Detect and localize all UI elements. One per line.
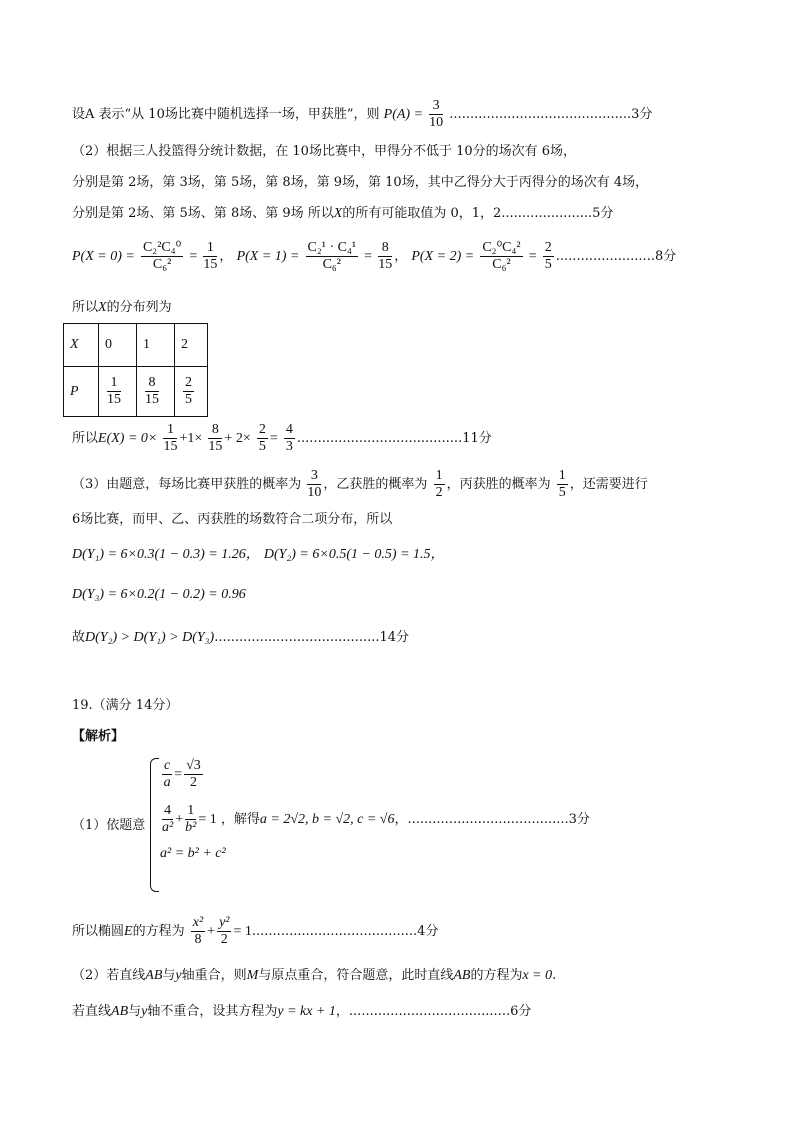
ex-lhs: E(X) = 0× (98, 431, 158, 446)
den: 5 (258, 439, 266, 454)
cell-num: 8 (145, 375, 159, 392)
den: 3 (285, 439, 293, 454)
q19-part1-lead: （1）依题意 (72, 818, 146, 833)
num: x² (192, 915, 204, 930)
cell-num: 1 (107, 375, 121, 392)
p0-comb-fraction (141, 240, 183, 273)
num: 4 (162, 803, 173, 820)
num: 3 (307, 468, 321, 485)
t: 与 (162, 968, 176, 983)
part2-line3-b: 的所有可能取值为 0，1，2......................5分 (342, 206, 614, 221)
var-x: X (333, 206, 343, 221)
part3-a: （3）由题意，每场比赛甲获胜的概率为 (72, 477, 302, 492)
table-header-x: X (64, 324, 99, 367)
den: 10 (307, 485, 322, 500)
dist-title-x: X (98, 300, 107, 315)
sep-1: ， (219, 249, 233, 264)
p3-frac-2 (434, 468, 445, 501)
m: y (141, 1004, 148, 1019)
ex-frac-3 (257, 422, 268, 455)
t: 与 (128, 1004, 142, 1019)
table-row (64, 324, 208, 367)
frac-sqrt3-2 (184, 758, 203, 791)
den: 8 (194, 932, 202, 947)
p1-num: 8 (378, 240, 392, 257)
t: （2）若直线 (72, 968, 146, 983)
t: . (552, 968, 557, 983)
score-6: ，.......................................6分 (335, 1004, 532, 1019)
part2-line3-a: 分别是第 2场、第 5场、第 8场、第 9场 所以 (72, 206, 334, 221)
score-11: ........................................11分 (296, 431, 492, 446)
p1-value (378, 240, 392, 273)
part3-c: ，丙获胜的概率为 (446, 477, 551, 492)
p0-comb-num: C₂²C₄⁰ (142, 240, 182, 255)
conclusion-line (72, 628, 409, 648)
ex-m2: + 2× (224, 431, 251, 446)
system-eq-1 (160, 758, 205, 791)
variance-y2: D(Y₂) = 6×0.5(1 − 0.5) = 1.5， (263, 547, 445, 562)
p0-lhs: P(X = 0) = (72, 249, 135, 264)
den: 2 (189, 775, 197, 790)
system-eq-2 (160, 803, 590, 836)
frac-c-a (162, 758, 172, 791)
part2-line3 (72, 204, 613, 224)
table-header-cell: 1 (137, 324, 175, 367)
solve-text: ，解得 (220, 812, 260, 827)
den: 2 (220, 932, 228, 947)
table-cell (137, 367, 175, 417)
p1-comb-den: C₆² (322, 257, 341, 272)
ex-m1: +1× (179, 431, 203, 446)
table-header-cell: 0 (99, 324, 137, 367)
eq: = 1 (233, 924, 252, 939)
frac-4-a2 (162, 803, 173, 836)
variance-line-2 (72, 585, 246, 605)
m: x = 0 (522, 968, 553, 983)
event-a-text: 设A 表示“从 10场比赛中随机选择一场，甲获胜”，则 (72, 107, 380, 122)
variance-line-1 (72, 545, 445, 565)
ex-frac-4 (284, 422, 295, 455)
t: 轴重合，则 (181, 968, 247, 983)
ex-lead: 所以 (72, 431, 99, 446)
num: 1 (163, 422, 177, 439)
p1-comb-fraction (306, 240, 359, 273)
denominator: 10 (429, 115, 444, 130)
eq: = 1 (198, 812, 217, 827)
p2-comb-fraction (480, 240, 522, 273)
system-eq-3: a² = b² + c² (160, 846, 226, 861)
t: 的方程为 (470, 968, 523, 983)
num: y² (219, 915, 230, 930)
p1-eq: = (364, 249, 373, 264)
num: 2 (258, 422, 266, 437)
system-brace (150, 758, 159, 892)
part3-line1 (72, 468, 648, 501)
den: 5 (558, 485, 566, 500)
part2-case1 (72, 966, 556, 986)
m: AB (145, 968, 163, 983)
num: 8 (208, 422, 222, 439)
p2-comb-den: C₆² (492, 257, 511, 272)
m: M (246, 968, 259, 983)
ell-a: 所以椭圆 (72, 924, 125, 939)
part2-line1: （2）根据三人投篮得分统计数据，在 10场比赛中，甲得分不低于 10分的场次有 6场， (72, 144, 577, 159)
p3-frac-1 (307, 468, 321, 501)
table-row-label-p: P (64, 367, 99, 417)
cell-den: 5 (185, 392, 192, 407)
num: 1 (435, 468, 443, 483)
p0-num: 1 (203, 240, 217, 257)
ex-eq: = (269, 431, 278, 446)
t: 与原点重合，符合题意，此时直线 (258, 968, 454, 983)
part2-case2 (72, 1002, 531, 1022)
score-4: ........................................4分 (251, 924, 439, 939)
q19-heading: 19.（满分 14分） (72, 698, 179, 713)
probability-line (72, 240, 676, 273)
cell-num: 2 (185, 375, 192, 390)
p2-eq: = (528, 249, 537, 264)
ex-frac-1 (163, 422, 177, 455)
distribution-table (63, 323, 208, 417)
conclusion-math: D(Y₂) > D(Y₁) > D(Y₃) (85, 630, 215, 645)
part3-d: ，还需要进行 (569, 477, 648, 492)
den: 2 (435, 485, 443, 500)
num: 1 (558, 468, 566, 483)
part3-line2: 6场比赛，而甲、乙、丙获胜的场数符合二项分布，所以 (72, 512, 393, 527)
score-14: ........................................14分 (214, 630, 410, 645)
conclusion-lead: 故 (72, 630, 86, 645)
ell-b: 的方程为 (132, 924, 185, 939)
m: AB (111, 1004, 129, 1019)
den: 15 (163, 439, 178, 454)
table-row (64, 367, 208, 417)
prob-a-lhs: P(A) = (383, 107, 424, 122)
sep-2: ， (394, 249, 408, 264)
plus: + (207, 924, 216, 939)
p2-den: 5 (544, 257, 552, 272)
ex-frac-2 (208, 422, 222, 455)
p0-comb-den: C₆² (152, 257, 172, 272)
plus: + (175, 812, 184, 827)
num: √3 (186, 758, 201, 773)
score-8: ........................8分 (555, 249, 677, 264)
table-header-cell: 2 (175, 324, 208, 367)
t: 若直线 (72, 1004, 112, 1019)
num: 4 (285, 422, 293, 437)
p0-den: 15 (203, 257, 218, 272)
m: AB (453, 968, 471, 983)
numerator: 3 (429, 98, 443, 115)
frac-1-b2 (185, 803, 196, 836)
fraction-3-10 (429, 98, 443, 131)
p1-lhs: P(X = 1) = (236, 249, 300, 264)
p0-eq: = (189, 249, 198, 264)
solution: a = 2√2, b = √2, c = √6 (259, 812, 395, 827)
frac-x2-8 (191, 915, 205, 948)
part2-line2: 分别是第 2场，第 3场，第 5场，第 8场，第 9场，第 10场，其中乙得分大于丙得分的场次有 4场， (72, 175, 649, 190)
m: y = kx + 1 (277, 1004, 336, 1019)
cell-den: 15 (107, 392, 121, 407)
p2-num: 2 (544, 240, 552, 255)
dist-title-b: 的分布列为 (106, 300, 172, 315)
den: a (163, 775, 171, 790)
p1-comb-num: C₂¹ · C₄¹ (307, 240, 357, 255)
num: 1 (185, 803, 196, 820)
ell-e: E (124, 924, 133, 939)
frac-y2-2 (217, 915, 231, 948)
score-3: ............................................3分 (449, 107, 653, 122)
p2-comb-num: C₂⁰C₄² (482, 240, 521, 255)
line-event-a (72, 98, 652, 131)
den: 15 (208, 439, 223, 454)
cell-den: 15 (145, 392, 159, 407)
expectation-line (72, 422, 492, 455)
variance-y1: D(Y₁) = 6×0.3(1 − 0.3) = 1.26， (72, 547, 260, 562)
ellipse-equation-line (72, 915, 438, 948)
variance-y3: D(Y₃) = 6×0.2(1 − 0.2) = 0.96 (72, 587, 246, 602)
t: 轴不重合，设其方程为 (147, 1004, 278, 1019)
distribution-title (72, 298, 172, 318)
p1-den: 15 (378, 257, 393, 272)
den: a² (162, 820, 174, 835)
table-cell (175, 367, 208, 417)
den: b² (185, 820, 197, 835)
num: c (164, 758, 171, 773)
table-cell (99, 367, 137, 417)
p2-lhs: P(X = 2) = (411, 249, 475, 264)
m: y (175, 968, 182, 983)
part3-b: ，乙获胜的概率为 (323, 477, 428, 492)
p3-frac-3 (557, 468, 568, 501)
score-3b: ，.......................................3分 (394, 812, 590, 827)
dist-title-a: 所以 (72, 300, 99, 315)
eq: = (174, 767, 183, 782)
p2-value (543, 240, 554, 273)
p0-value (203, 240, 217, 273)
analysis-tag: 【解析】 (72, 729, 125, 744)
